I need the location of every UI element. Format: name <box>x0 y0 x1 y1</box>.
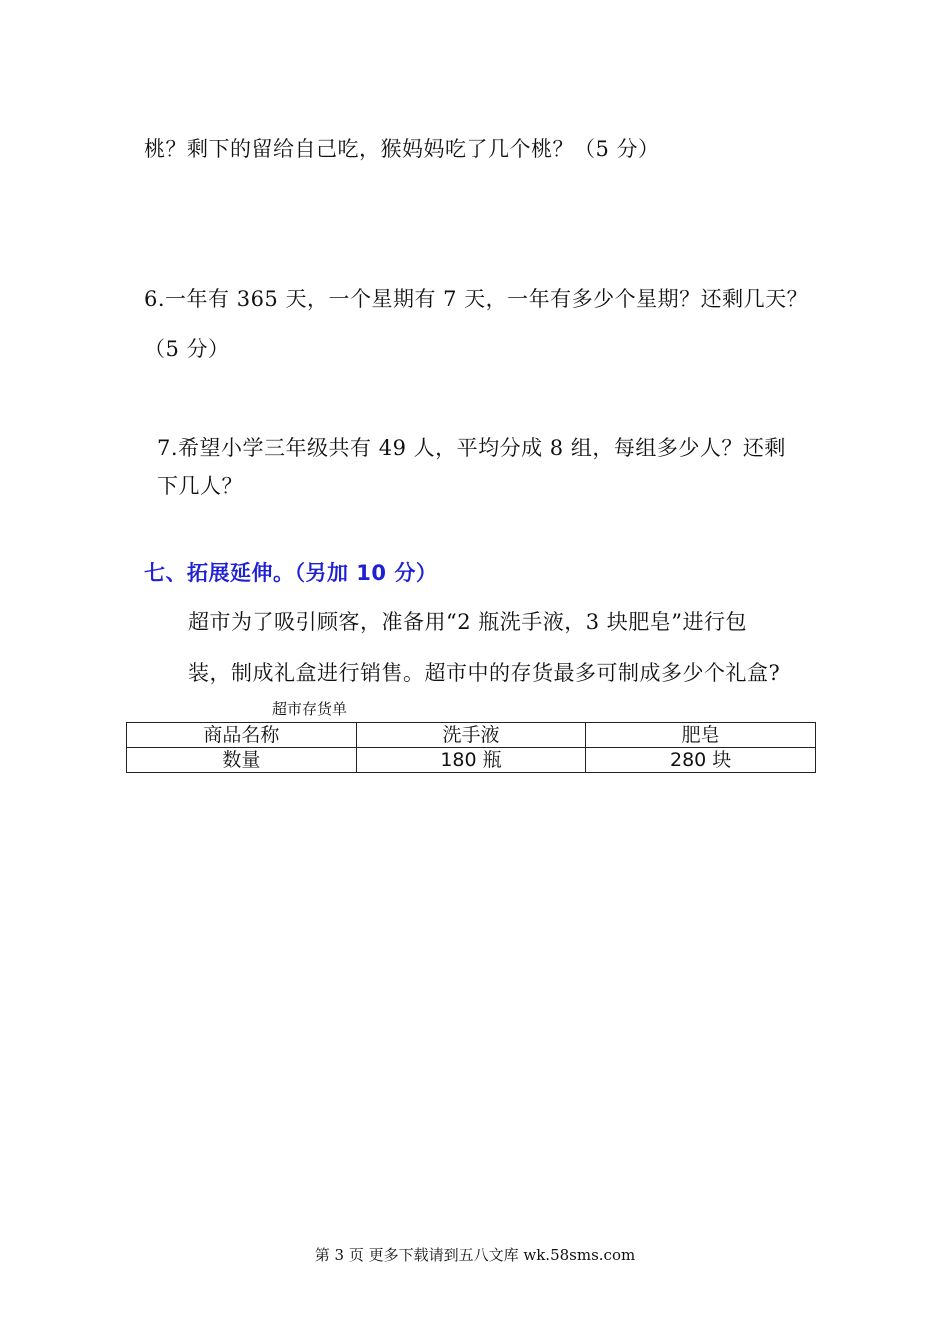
q7-text-line2: 下几人？ <box>157 474 243 498</box>
table-header-cell: 肥皂 <box>586 723 816 748</box>
section-7-paragraph-line1: 超市为了吸引顾客，准备用“2 瓶洗手液，3 块肥皂”进行包 <box>188 610 748 634</box>
table-cell: 数量 <box>127 748 357 773</box>
table-header-cell: 商品名称 <box>127 723 357 748</box>
q6-text-line1: 6.一年有 365 天，一个星期有 7 天，一年有多少个星期？还剩几天？ <box>144 287 809 311</box>
section-7-paragraph-line2: 装，制成礼盒进行销售。超市中的存货最多可制成多少个礼盒? <box>188 661 781 685</box>
table-row <box>127 748 816 773</box>
q5-continuation-text: 桃？剩下的留给自己吃，猴妈妈吃了几个桃？（5 分） <box>144 137 660 161</box>
inventory-table <box>126 722 816 773</box>
table-row <box>127 723 816 748</box>
table-header-cell: 洗手液 <box>356 723 586 748</box>
q7-text-line1: 7.希望小学三年级共有 49 人，平均分成 8 组，每组多少人？还剩 <box>157 436 786 460</box>
page-footer: 第 3 页 更多下载请到五八文库 wk.58sms.com <box>314 1246 636 1264</box>
q6-text-line2: （5 分） <box>144 337 230 361</box>
section-7-title: 七、拓展延伸。（另加 10 分） <box>144 561 438 585</box>
table-cell: 180 瓶 <box>356 748 586 773</box>
table-caption: 超市存货单 <box>272 700 348 718</box>
table-cell: 280 块 <box>586 748 816 773</box>
